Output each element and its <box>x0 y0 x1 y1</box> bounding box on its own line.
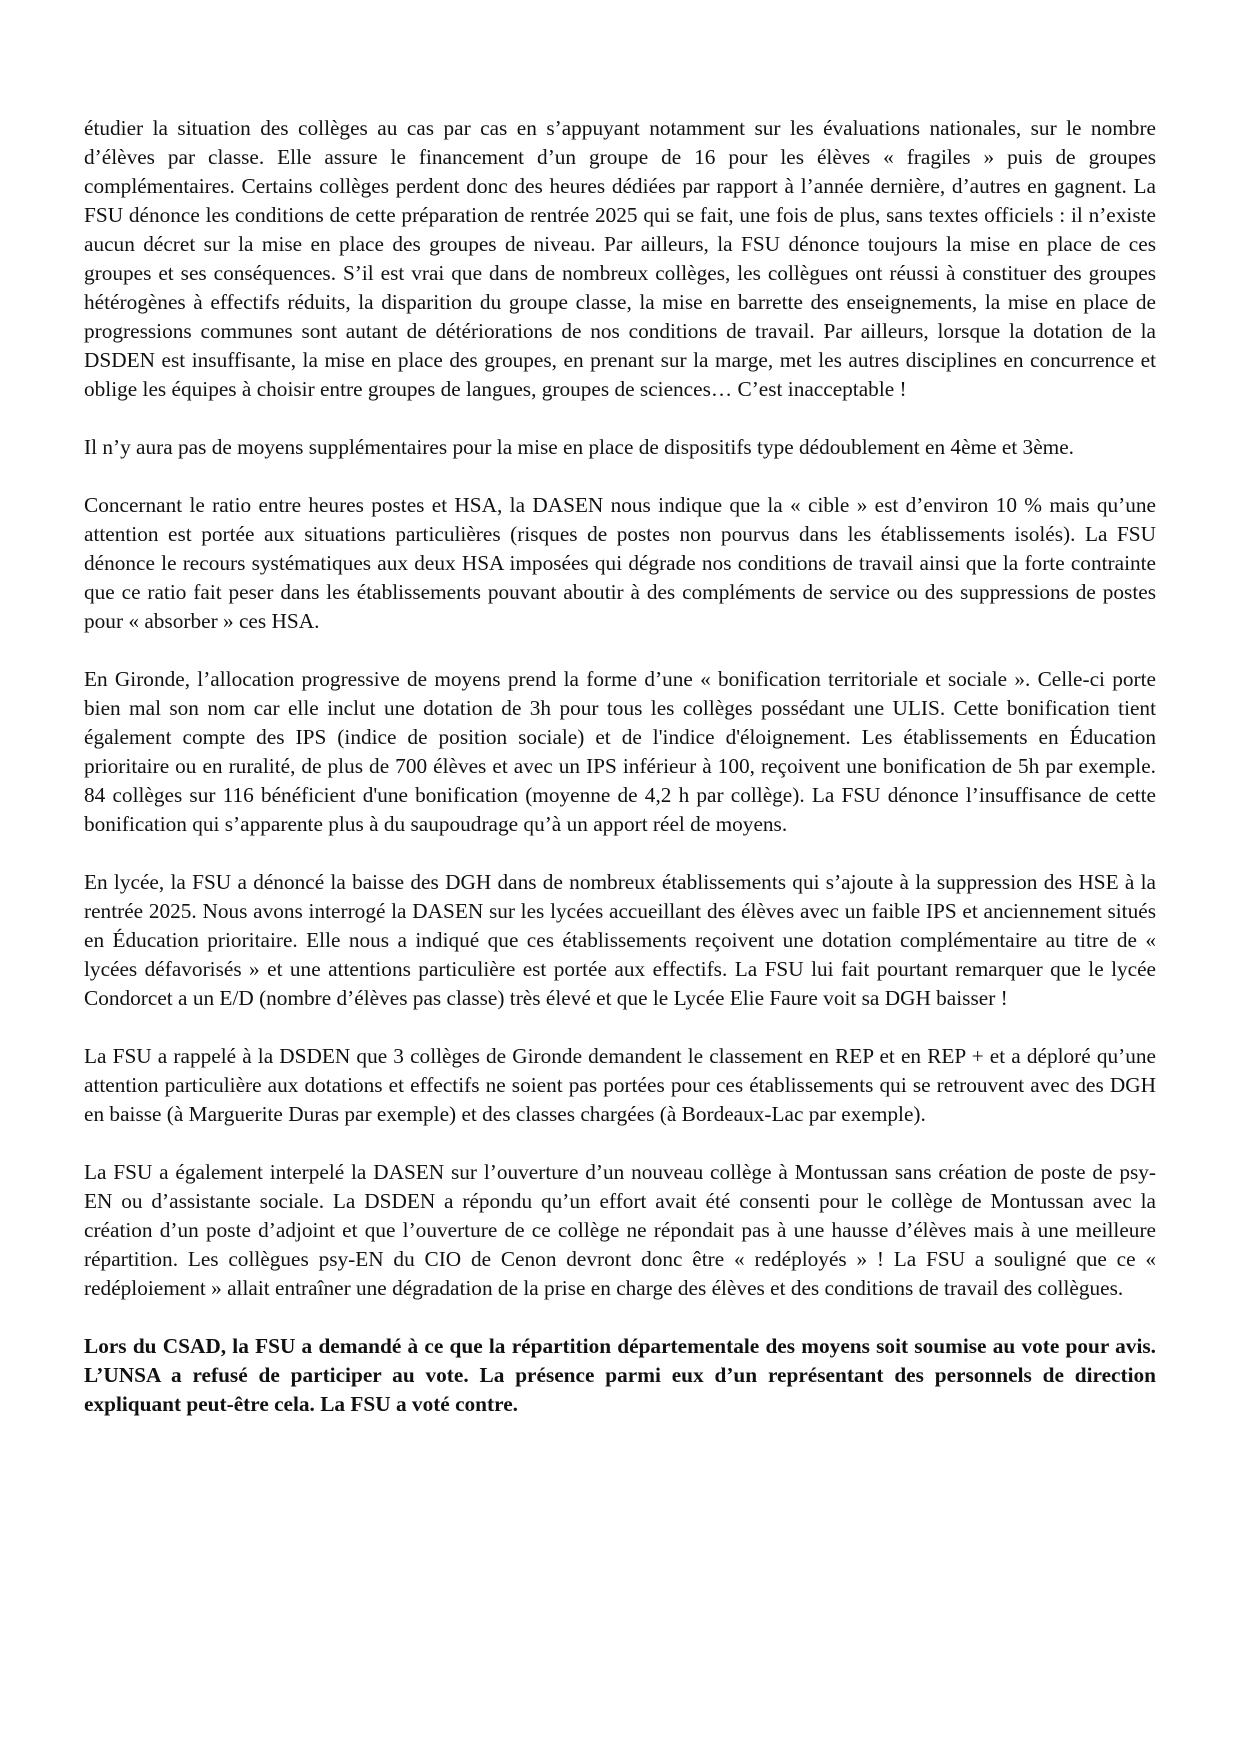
document-page <box>84 114 1156 1419</box>
paragraph-dedoublement: Il n’y aura pas de moyens supplémentaires pour la mise en place de dispositifs type dédoublement en 4ème et 3ème. <box>84 435 1075 459</box>
paragraph-bonification-gironde: En Gironde, l’allocation progressive de moyens prend la forme d’une « bonification territoriale et sociale ». Celle-ci porte bien mal son nom car elle inclut une dotation de 3h pour tous les collèges possédant une ULIS. Cette bonification tient également compte des IPS (indice de position sociale) et de l'indice d'éloignement. Les établissements en Éducation prioritaire ou en ruralité, de plus de 700 élèves et avec un IPS inférieur à 100, reçoivent une bonification de 5h par exemple. 84 collèges sur 116 bénéficient d'une bonification (moyenne de 4,2 h par collège). La FSU dénonce l’insuffisance de cette bonification qui s’apparente plus à du saupoudrage qu’à un apport réel de moyens. <box>84 667 1156 836</box>
paragraph-groupes-niveau: étudier la situation des collèges au cas par cas en s’appuyant notamment sur les évaluations nationales, sur le nombre d’élèves par classe. Elle assure le financement d’un groupe de 16 pour les élèves « fragiles » puis de groupes complémentaires. Certains collèges perdent donc des heures dédiées par rapport à l’année dernière, d’autres en gagnent. La FSU dénonce les conditions de cette préparation de rentrée 2025 qui se fait, une fois de plus, sans textes officiels : il n’existe aucun décret sur la mise en place des groupes de niveau. Par ailleurs, la FSU dénonce toujours la mise en place de ces groupes et ses conséquences. S’il est vrai que dans de nombreux collèges, les collègues ont réussi à constituer des groupes hétérogènes à effectifs réduits, la disparition du groupe classe, la mise en barrette des enseignements, la mise en place de progressions communes sont autant de détériorations de nos conditions de travail. Par ailleurs, lorsque la dotation de la DSDEN est insuffisante, la mise en place des groupes, en prenant sur la marge, met les autres disciplines en concurrence et oblige les équipes à choisir entre groupes de langues, groupes de sciences… C’est inacceptable ! <box>84 116 1156 401</box>
paragraph-montussan: La FSU a également interpelé la DASEN sur l’ouverture d’un nouveau collège à Montussan sans création de poste de psy-EN ou d’assistante sociale. La DSDEN a répondu qu’un effort avait été consenti pour le collège de Montussan avec la création d’un poste d’adjoint et que l’ouverture de ce collège ne répondait pas à une hausse d’élèves mais à une meilleure répartition. Les collègues psy-EN du CIO de Cenon devront donc être « redéployés » ! La FSU a souligné que ce « redéploiement » allait entraîner une dégradation de la prise en charge des élèves et des conditions de travail des collègues. <box>84 1160 1156 1300</box>
paragraph-conclusion-vote: Lors du CSAD, la FSU a demandé à ce que la répartition départementale des moyens soit soumise au vote pour avis. L’UNSA a refusé de participer au vote. La présence parmi eux d’un représentant des personnels de direction expliquant peut-être cela. La FSU a voté contre. <box>84 1334 1156 1416</box>
paragraph-lycees: En lycée, la FSU a dénoncé la baisse des DGH dans de nombreux établissements qui s’ajoute à la suppression des HSE à la rentrée 2025. Nous avons interrogé la DASEN sur les lycées accueillant des élèves avec un faible IPS et anciennement situés en Éducation prioritaire. Elle nous a indiqué que ces établissements reçoivent une dotation complémentaire au titre de « lycées défavorisés » et une attentions particulière est portée aux effectifs. La FSU lui fait pourtant remarquer que le lycée Condorcet a un E/D (nombre d’élèves pas classe) très élevé et que le Lycée Elie Faure voit sa DGH baisser ! <box>84 870 1156 1010</box>
paragraph-rep: La FSU a rappelé à la DSDEN que 3 collèges de Gironde demandent le classement en REP et en REP + et a déploré qu’une attention particulière aux dotations et effectifs ne soient pas portées pour ces établissements qui se retrouvent avec des DGH en baisse (à Marguerite Duras par exemple) et des classes chargées (à Bordeaux-Lac par exemple). <box>84 1044 1156 1126</box>
paragraph-ratio-hsa: Concernant le ratio entre heures postes et HSA, la DASEN nous indique que la « cible » est d’environ 10 % mais qu’une attention est portée aux situations particulières (risques de postes non pourvus dans les établissements isolés). La FSU dénonce le recours systématiques aux deux HSA imposées qui dégrade nos conditions de travail ainsi que la forte contrainte que ce ratio fait peser dans les établissements pouvant aboutir à des compléments de service ou des suppressions de postes pour « absorber » ces HSA. <box>84 493 1156 633</box>
